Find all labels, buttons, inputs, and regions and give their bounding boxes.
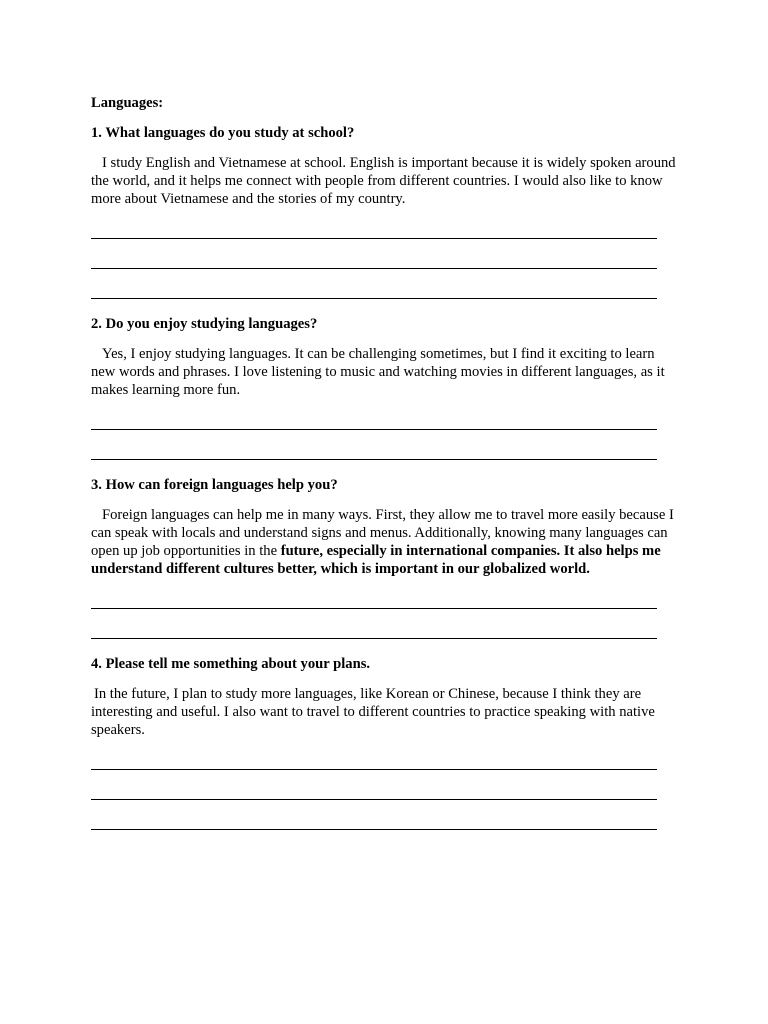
answer-1: I study English and Vietnamese at school. English is important because it is widely spoken around the world, and it helps me connect with people from different countries. I would also like to know more about Vietnamese and the stories of my country. bbox=[91, 155, 676, 207]
section-2 bbox=[91, 315, 681, 476]
worksheet-page bbox=[91, 94, 681, 830]
answer-2: Yes, I enjoy studying languages. It can be challenging sometimes, but I find it exciting to learn new words and phrases. I love listening to music and watching movies in different languages, as it makes learning more fun. bbox=[91, 346, 665, 398]
question-1: 1. What languages do you study at school? bbox=[91, 125, 355, 141]
question-3: 3. How can foreign languages help you? bbox=[91, 477, 338, 493]
section-3 bbox=[91, 476, 681, 655]
answer-3 bbox=[91, 506, 681, 578]
answer-3-bold-text: future, especially in international companies. It also helps me understand different cultures better, which is important in our globalized world. bbox=[91, 543, 661, 577]
page-title: Languages: bbox=[91, 95, 164, 111]
section-4 bbox=[91, 655, 681, 830]
answer-4: In the future, I plan to study more languages, like Korean or Chinese, because I think they are interesting and useful. I also want to travel to different countries to practice speaking with native speakers. bbox=[91, 686, 655, 738]
question-4: 4. Please tell me something about your plans. bbox=[91, 656, 371, 672]
section-1 bbox=[91, 124, 681, 315]
answer-3-regular-text: Foreign languages can help me in many ways. First, they allow me to travel more easily because I can speak with locals and understand signs and menus. Additionally, knowing many languages can open up job opportunities in the bbox=[91, 507, 674, 559]
answer-line bbox=[91, 829, 657, 830]
question-2: 2. Do you enjoy studying languages? bbox=[91, 316, 318, 332]
